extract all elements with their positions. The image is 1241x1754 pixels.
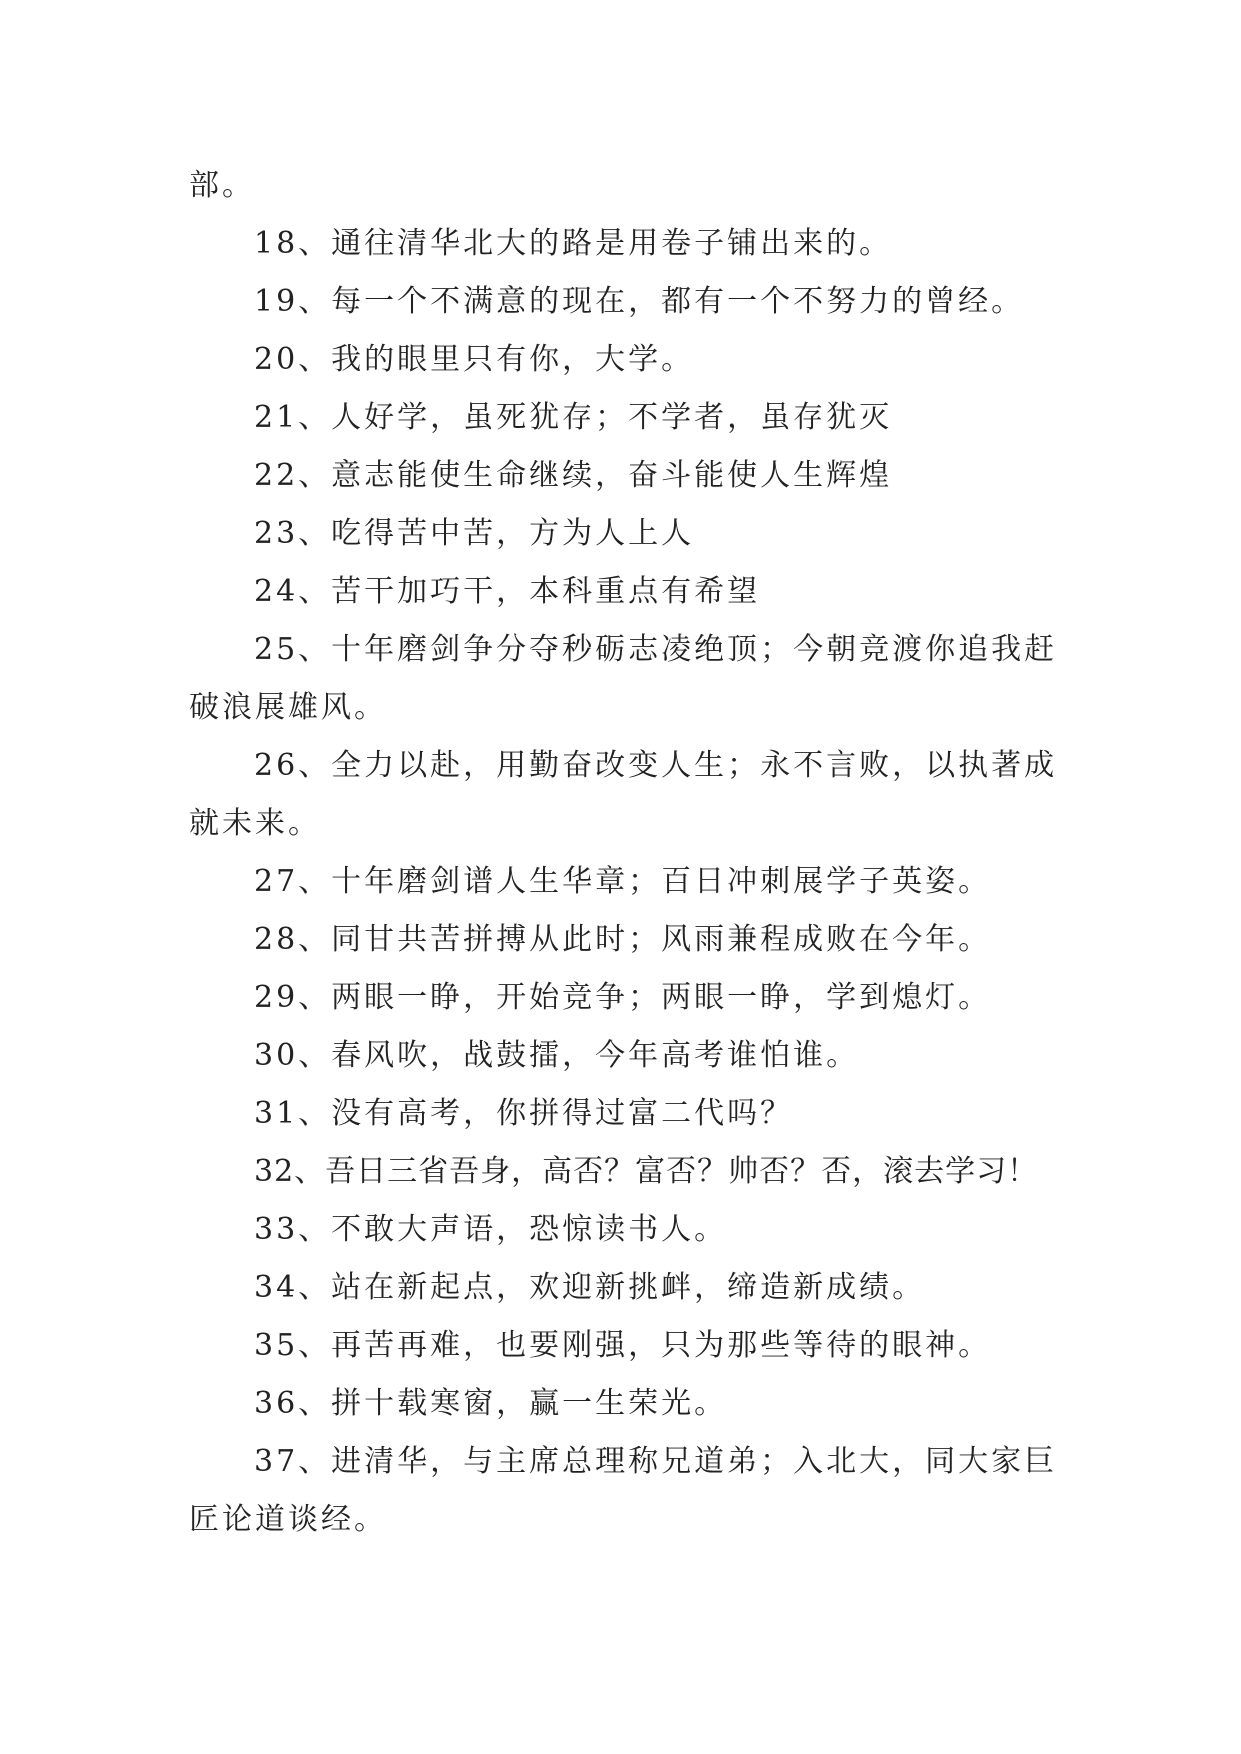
list-item-32: 32、吾日三省吾身，高否？富否？帅否？否，滚去学习！ xyxy=(254,1154,1039,1189)
list-item-27: 27、十年磨剑谱人生华章；百日冲刺展学子英姿。 xyxy=(254,864,992,899)
list-item-25: 25、十年磨剑争分夺秒砺志凌绝顶；今朝竞渡你追我赶 xyxy=(254,632,1058,667)
list-item-26: 26、全力以赴，用勤奋改变人生；永不言败，以执著成 xyxy=(254,748,1058,783)
list-item-35: 35、再苦再难，也要刚强，只为那些等待的眼神。 xyxy=(254,1328,992,1363)
document-body xyxy=(189,157,1058,1549)
text-line: 部。 xyxy=(189,168,255,203)
list-item-25-continuation: 破浪展雄风。 xyxy=(189,690,387,725)
list-item-34: 34、站在新起点，欢迎新挑衅，缔造新成绩。 xyxy=(254,1270,926,1305)
list-item-31: 31、没有高考，你拼得过富二代吗？ xyxy=(254,1096,794,1131)
list-item-28: 28、同甘共苦拼搏从此时；风雨兼程成败在今年。 xyxy=(254,922,992,957)
list-item-23: 23、吃得苦中苦，方为人上人 xyxy=(254,516,695,551)
list-item-19: 19、每一个不满意的现在，都有一个不努力的曾经。 xyxy=(254,284,1025,319)
list-item-37: 37、进清华，与主席总理称兄道弟；入北大，同大家巨 xyxy=(254,1444,1058,1479)
list-item-33: 33、不敢大声语，恐惊读书人。 xyxy=(254,1212,728,1247)
list-item-37-continuation: 匠论道谈经。 xyxy=(189,1502,387,1537)
list-item-20: 20、我的眼里只有你，大学。 xyxy=(254,342,695,377)
list-item-30: 30、春风吹，战鼓擂，今年高考谁怕谁。 xyxy=(254,1038,860,1073)
list-item-36: 36、拼十载寒窗，赢一生荣光。 xyxy=(254,1386,728,1421)
list-item-26-continuation: 就未来。 xyxy=(189,806,321,841)
list-item-21: 21、人好学，虽死犹存；不学者，虽存犹灭 xyxy=(254,400,893,435)
list-item-29: 29、两眼一睁，开始竞争；两眼一睁，学到熄灯。 xyxy=(254,980,992,1015)
list-item-22: 22、意志能使生命继续，奋斗能使人生辉煌 xyxy=(254,458,893,493)
list-item-18: 18、通往清华北大的路是用卷子铺出来的。 xyxy=(254,226,893,261)
list-item-24: 24、苦干加巧干，本科重点有希望 xyxy=(254,574,761,609)
